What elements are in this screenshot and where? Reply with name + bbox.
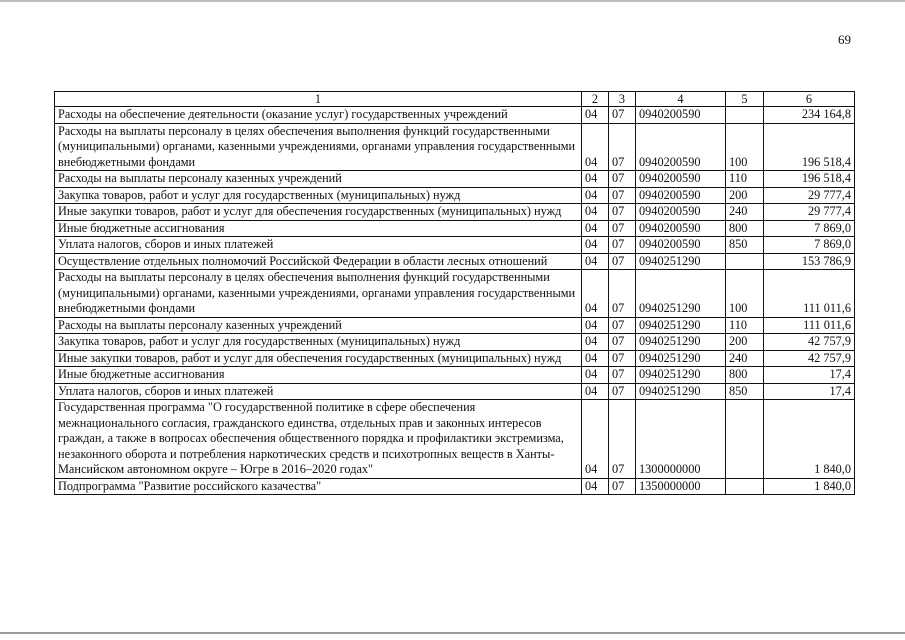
row-name: Иные бюджетные ассигнования [55,220,582,237]
row-name: Иные бюджетные ассигнования [55,367,582,384]
row-target-code: 1300000000 [636,400,726,479]
row-amount: 7 869,0 [764,220,855,237]
table-row [55,270,855,318]
row-target-code: 0940200590 [636,171,726,188]
row-target-code: 0940251290 [636,350,726,367]
row-section: 04 [582,220,609,237]
row-section: 04 [582,270,609,318]
row-expense-type: 800 [726,367,764,384]
table-row [55,187,855,204]
budget-table [54,91,855,495]
row-name: Иные закупки товаров, работ и услуг для обеспечения государственных (муниципальных) нужд [55,350,582,367]
row-subsection: 07 [609,187,636,204]
row-target-code: 0940251290 [636,334,726,351]
table-row [55,400,855,479]
row-expense-type: 850 [726,383,764,400]
row-target-code: 0940200590 [636,237,726,254]
table-row [55,123,855,171]
row-target-code: 0940251290 [636,270,726,318]
row-subsection: 07 [609,237,636,254]
row-expense-type: 200 [726,187,764,204]
row-name: Государственная программа "О государственной политике в сфере обеспечения межнационального согласия, гражданского единства, отдельных прав и законных интересов граждан, а также в вопросах обеспечения общественного порядка и профилактики экстремизма, незаконного оборота и потребления наркотических средств и психотропных веществ в Ханты-Мансийском автономном округе – Югре в 2016–2020 годах" [55,400,582,479]
row-name: Расходы на обеспечение деятельности (оказание услуг) государственных учреждений [55,107,582,124]
row-amount: 17,4 [764,367,855,384]
row-section: 04 [582,237,609,254]
row-section: 04 [582,171,609,188]
row-expense-type [726,253,764,270]
row-expense-type [726,107,764,124]
header-col-section: 2 [582,92,609,107]
row-target-code: 0940251290 [636,253,726,270]
row-subsection: 07 [609,123,636,171]
row-expense-type: 240 [726,204,764,221]
row-expense-type [726,478,764,495]
table-row [55,383,855,400]
row-section: 04 [582,253,609,270]
row-subsection: 07 [609,220,636,237]
row-subsection: 07 [609,171,636,188]
row-amount: 7 869,0 [764,237,855,254]
row-target-code: 0940251290 [636,317,726,334]
row-target-code: 0940200590 [636,220,726,237]
header-col-subsection: 3 [609,92,636,107]
row-subsection: 07 [609,107,636,124]
row-section: 04 [582,350,609,367]
row-expense-type [726,400,764,479]
row-target-code: 0940251290 [636,367,726,384]
row-section: 04 [582,123,609,171]
row-name: Расходы на выплаты персоналу в целях обеспечения выполнения функций государственными (муниципальными) органами, казенными учреждениями, органами управления государственными внебюджетными фондами [55,270,582,318]
row-amount: 42 757,9 [764,334,855,351]
row-name: Закупка товаров, работ и услуг для государственных (муниципальных) нужд [55,334,582,351]
table-row [55,253,855,270]
row-name: Уплата налогов, сборов и иных платежей [55,237,582,254]
row-amount: 234 164,8 [764,107,855,124]
row-target-code: 0940200590 [636,123,726,171]
row-subsection: 07 [609,253,636,270]
row-subsection: 07 [609,334,636,351]
row-section: 04 [582,367,609,384]
table-row [55,171,855,188]
bottom-edge-line [0,632,905,634]
table-row [55,237,855,254]
row-name: Расходы на выплаты персоналу в целях обеспечения выполнения функций государственными (муниципальными) органами, казенными учреждениями, органами управления государственными внебюджетными фондами [55,123,582,171]
row-name: Подпрограмма "Развитие российского казачества" [55,478,582,495]
row-section: 04 [582,204,609,221]
table-row [55,204,855,221]
row-subsection: 07 [609,367,636,384]
row-target-code: 0940251290 [636,383,726,400]
table-row [55,478,855,495]
row-name: Расходы на выплаты персоналу казенных учреждений [55,317,582,334]
row-expense-type: 100 [726,123,764,171]
row-name: Осуществление отдельных полномочий Российской Федерации в области лесных отношений [55,253,582,270]
row-subsection: 07 [609,317,636,334]
header-col-name: 1 [55,92,582,107]
header-col-amount: 6 [764,92,855,107]
row-target-code: 0940200590 [636,187,726,204]
row-amount: 1 840,0 [764,400,855,479]
row-expense-type: 110 [726,317,764,334]
row-amount: 29 777,4 [764,204,855,221]
row-name: Уплата налогов, сборов и иных платежей [55,383,582,400]
top-edge-line [0,0,905,2]
row-subsection: 07 [609,400,636,479]
row-section: 04 [582,317,609,334]
row-subsection: 07 [609,350,636,367]
row-expense-type: 200 [726,334,764,351]
row-amount: 196 518,4 [764,171,855,188]
page-number: 69 [838,32,851,47]
table-row [55,317,855,334]
header-col-type: 5 [726,92,764,107]
row-subsection: 07 [609,204,636,221]
table-row [55,350,855,367]
row-name: Закупка товаров, работ и услуг для государственных (муниципальных) нужд [55,187,582,204]
row-subsection: 07 [609,270,636,318]
row-amount: 17,4 [764,383,855,400]
table-row [55,220,855,237]
row-target-code: 1350000000 [636,478,726,495]
row-name: Расходы на выплаты персоналу казенных учреждений [55,171,582,188]
row-section: 04 [582,478,609,495]
row-target-code: 0940200590 [636,204,726,221]
row-amount: 1 840,0 [764,478,855,495]
row-section: 04 [582,400,609,479]
row-section: 04 [582,187,609,204]
row-subsection: 07 [609,478,636,495]
row-amount: 29 777,4 [764,187,855,204]
row-amount: 111 011,6 [764,270,855,318]
row-expense-type: 110 [726,171,764,188]
row-target-code: 0940200590 [636,107,726,124]
row-section: 04 [582,107,609,124]
table-row [55,334,855,351]
row-amount: 111 011,6 [764,317,855,334]
row-amount: 153 786,9 [764,253,855,270]
row-expense-type: 100 [726,270,764,318]
header-col-target: 4 [636,92,726,107]
row-expense-type: 850 [726,237,764,254]
table-row [55,367,855,384]
row-amount: 42 757,9 [764,350,855,367]
table-row [55,107,855,124]
row-section: 04 [582,383,609,400]
row-amount: 196 518,4 [764,123,855,171]
row-name: Иные закупки товаров, работ и услуг для обеспечения государственных (муниципальных) нужд [55,204,582,221]
row-subsection: 07 [609,383,636,400]
table-header-row [55,92,855,107]
row-expense-type: 800 [726,220,764,237]
row-expense-type: 240 [726,350,764,367]
row-section: 04 [582,334,609,351]
